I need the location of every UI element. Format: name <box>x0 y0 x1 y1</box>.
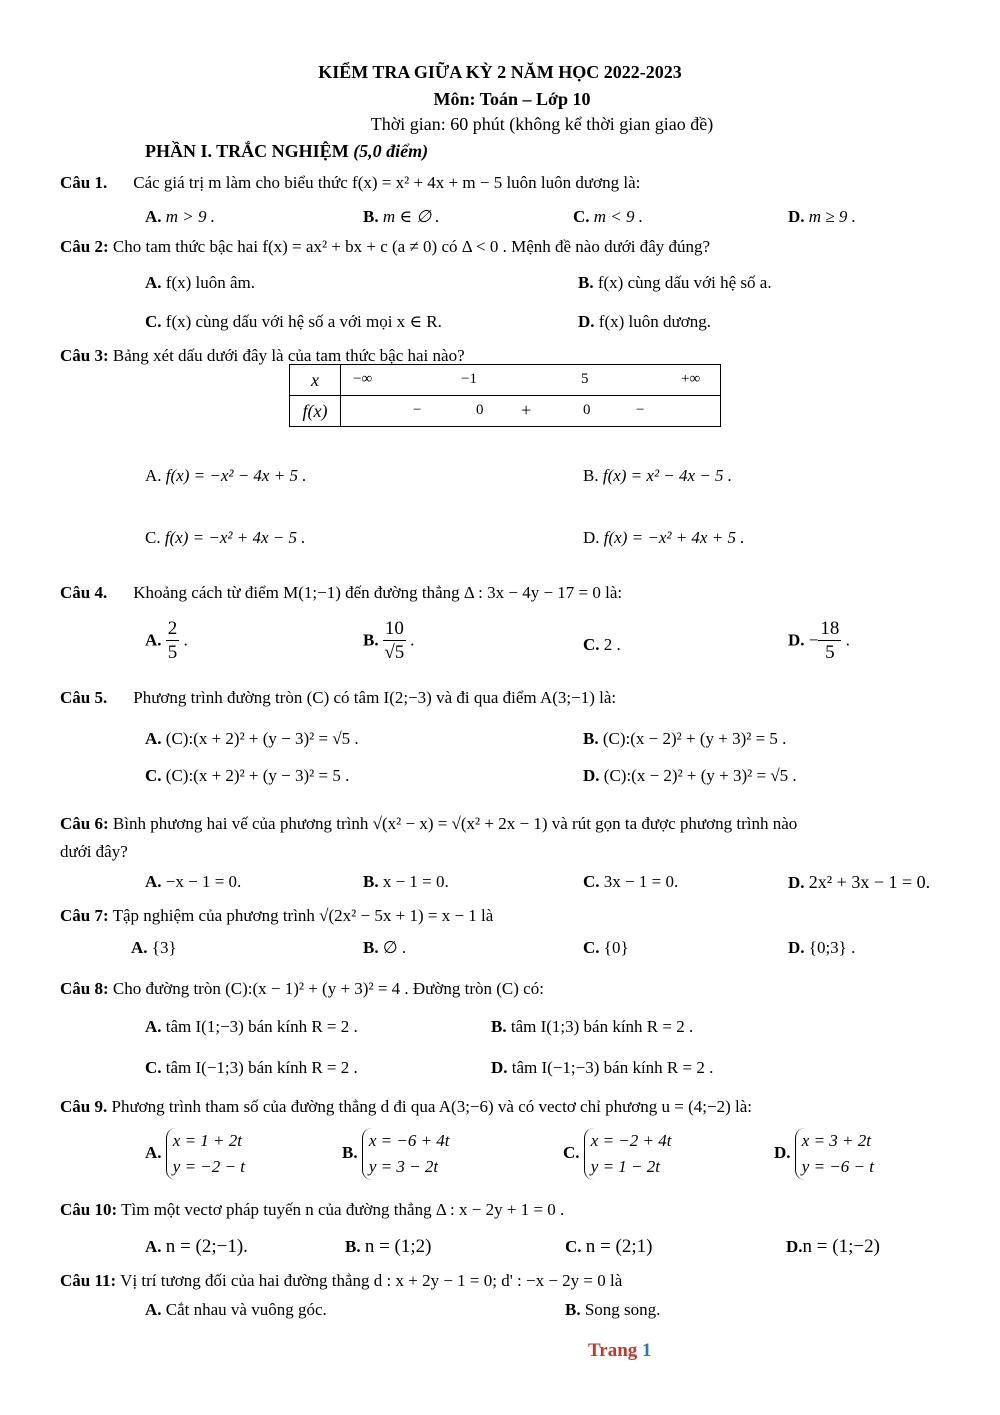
page-footer <box>588 1340 652 1362</box>
q1-option-c: C. m < 9 . <box>573 207 644 226</box>
question-1: Câu 1. Các giá trị m làm cho biểu thức f(x) = x² + 4x + m − 5 luôn luôn dương là: <box>60 173 641 192</box>
q9-option-a: A. x = 1 + 2t y = −2 − t <box>145 1128 245 1180</box>
q10-option-c: C. n = (2;1) <box>565 1236 653 1257</box>
sign-minus-left: − <box>413 402 422 418</box>
sign-plus: + <box>521 400 532 420</box>
exam-time: Thời gian: 60 phút (không kể thời gian giao đề) <box>370 114 714 134</box>
q2-option-c: C. f(x) cùng dấu với hệ số a với mọi x ∈ R. <box>145 312 442 331</box>
page-footer-word: Trang <box>588 1340 638 1361</box>
sign-zero-2: 0 <box>583 402 591 418</box>
q5-option-a: A. (C):(x + 2)² + (y − 3)² = √5 . <box>145 729 359 748</box>
q4-option-c: C. 2 . <box>583 635 621 654</box>
exam-title: KIỂM TRA GIỮA KỲ 2 NĂM HỌC 2022-2023 <box>318 62 682 82</box>
q9-option-c: C. x = −2 + 4t y = 1 − 2t <box>563 1128 671 1180</box>
q9-option-d: D. x = 3 + 2t y = −6 − t <box>774 1128 874 1180</box>
q1-option-b: B. m ∈ ∅ . <box>363 207 440 226</box>
q5-option-c: C. (C):(x + 2)² + (y − 3)² = 5 . <box>145 766 350 785</box>
q7-option-b: B. ∅ . <box>363 938 407 957</box>
question-11: Câu 11: Vị trí tương đối của hai đường thẳng d : x + 2y − 1 = 0; d' : −x − 2y = 0 là <box>60 1271 623 1290</box>
q10-option-d: D.n = (1;−2) <box>786 1236 880 1257</box>
sign-table-f-row <box>341 396 721 427</box>
part-heading: PHẦN I. TRẮC NGHIỆM (5,0 điểm) <box>145 141 429 161</box>
question-2: Câu 2: Cho tam thức bậc hai f(x) = ax² + bx + c (a ≠ 0) có Δ < 0 . Mệnh đề nào dưới đây đúng? <box>60 237 711 256</box>
q10-option-a: A. n = (2;−1). <box>145 1236 248 1257</box>
x-minus-infinity: −∞ <box>353 371 373 387</box>
sign-table-x-header: x <box>290 365 341 396</box>
sign-table-x-row <box>341 365 721 396</box>
q11-option-b: B. Song song. <box>565 1300 661 1319</box>
question-10: Câu 10: Tìm một vectơ pháp tuyến n của đường thẳng Δ : x − 2y + 1 = 0 . <box>60 1200 565 1219</box>
sign-table-f-header: f(x) <box>290 396 341 427</box>
q5-option-d: D. (C):(x − 2)² + (y + 3)² = √5 . <box>583 766 797 785</box>
question-4: Câu 4. Khoảng cách từ điểm M(1;−1) đến đường thẳng Δ : 3x − 4y − 17 = 0 là: <box>60 583 623 602</box>
q11-option-a: A. Cắt nhau và vuông góc. <box>145 1300 327 1319</box>
sign-zero-1: 0 <box>476 402 484 418</box>
q7-option-c: C. {0} <box>583 938 629 957</box>
q8-option-b: B. tâm I(1;3) bán kính R = 2 . <box>491 1017 694 1036</box>
q4-option-a: A. $\frac{2}{5}$ . <box>145 618 188 663</box>
q7-option-d: D. {0;3} . <box>788 938 856 957</box>
q3-option-a: A. f(x) = −x² − 4x + 5 . <box>145 466 307 485</box>
question-6-continued: dưới đây? <box>60 842 128 861</box>
question-6: Câu 6: Bình phương hai vế của phương trình √(x² − x) = √(x² + 2x − 1) và rút gọn ta được phương trình nào <box>60 814 798 833</box>
sign-minus-right: − <box>636 402 645 418</box>
q6-option-a: A. −x − 1 = 0. <box>145 872 242 891</box>
question-9: Câu 9. Phương trình tham số của đường thẳng d đi qua A(3;−6) và có vectơ chỉ phương u = (4;−2) là: <box>60 1097 752 1116</box>
question-7: Câu 7: Tập nghiệm của phương trình √(2x² − 5x + 1) = x − 1 là <box>60 906 494 925</box>
q1-option-d: D. m ≥ 9 . <box>788 207 856 226</box>
q4-option-d: D. − $\frac{18}{5}$ . <box>788 618 850 663</box>
q5-option-b: B. (C):(x − 2)² + (y + 3)² = 5 . <box>583 729 787 748</box>
q2-option-d: D. f(x) luôn dương. <box>578 312 711 331</box>
q8-option-d: D. tâm I(−1;−3) bán kính R = 2 . <box>491 1058 714 1077</box>
question-3: Câu 3: Bảng xét dấu dưới đây là của tam thức bậc hai nào? <box>60 346 465 365</box>
exam-subject: Môn: Toán – Lớp 10 <box>433 89 591 109</box>
q6-option-c: C. 3x − 1 = 0. <box>583 872 679 891</box>
question-8: Câu 8: Cho đường tròn (C):(x − 1)² + (y + 3)² = 4 . Đường tròn (C) có: <box>60 979 544 998</box>
x-root-2: 5 <box>581 371 589 387</box>
q3-option-b: B. f(x) = x² − 4x − 5 . <box>583 466 733 485</box>
q8-option-c: C. tâm I(−1;3) bán kính R = 2 . <box>145 1058 358 1077</box>
x-root-1: −1 <box>461 371 477 387</box>
q6-option-d: D. 2x² + 3x − 1 = 0. <box>788 872 931 892</box>
q2-option-b: B. f(x) cùng dấu với hệ số a. <box>578 273 772 292</box>
q10-option-b: B. n = (1;2) <box>345 1236 432 1257</box>
part-score: (5,0 điểm) <box>353 141 429 161</box>
question-5: Câu 5. Phương trình đường tròn (C) có tâm I(2;−3) và đi qua điểm A(3;−1) là: <box>60 688 617 707</box>
page-number: 1 <box>642 1340 652 1361</box>
q3-option-c: C. f(x) = −x² + 4x − 5 . <box>145 528 306 547</box>
q2-option-a: A. f(x) luôn âm. <box>145 273 256 292</box>
q6-option-b: B. x − 1 = 0. <box>363 872 449 891</box>
q4-option-b: B. $\frac{10}{√5}$ . <box>363 618 415 663</box>
q8-option-a: A. tâm I(1;−3) bán kính R = 2 . <box>145 1017 358 1036</box>
q1-option-a: A. m > 9 . <box>145 207 216 226</box>
x-plus-infinity: +∞ <box>681 371 701 387</box>
q7-option-a: A. {3} <box>131 938 177 957</box>
q9-option-b: B. x = −6 + 4t y = 3 − 2t <box>342 1128 450 1180</box>
q3-option-d: D. f(x) = −x² + 4x + 5 . <box>583 528 745 547</box>
sign-table <box>289 364 721 427</box>
